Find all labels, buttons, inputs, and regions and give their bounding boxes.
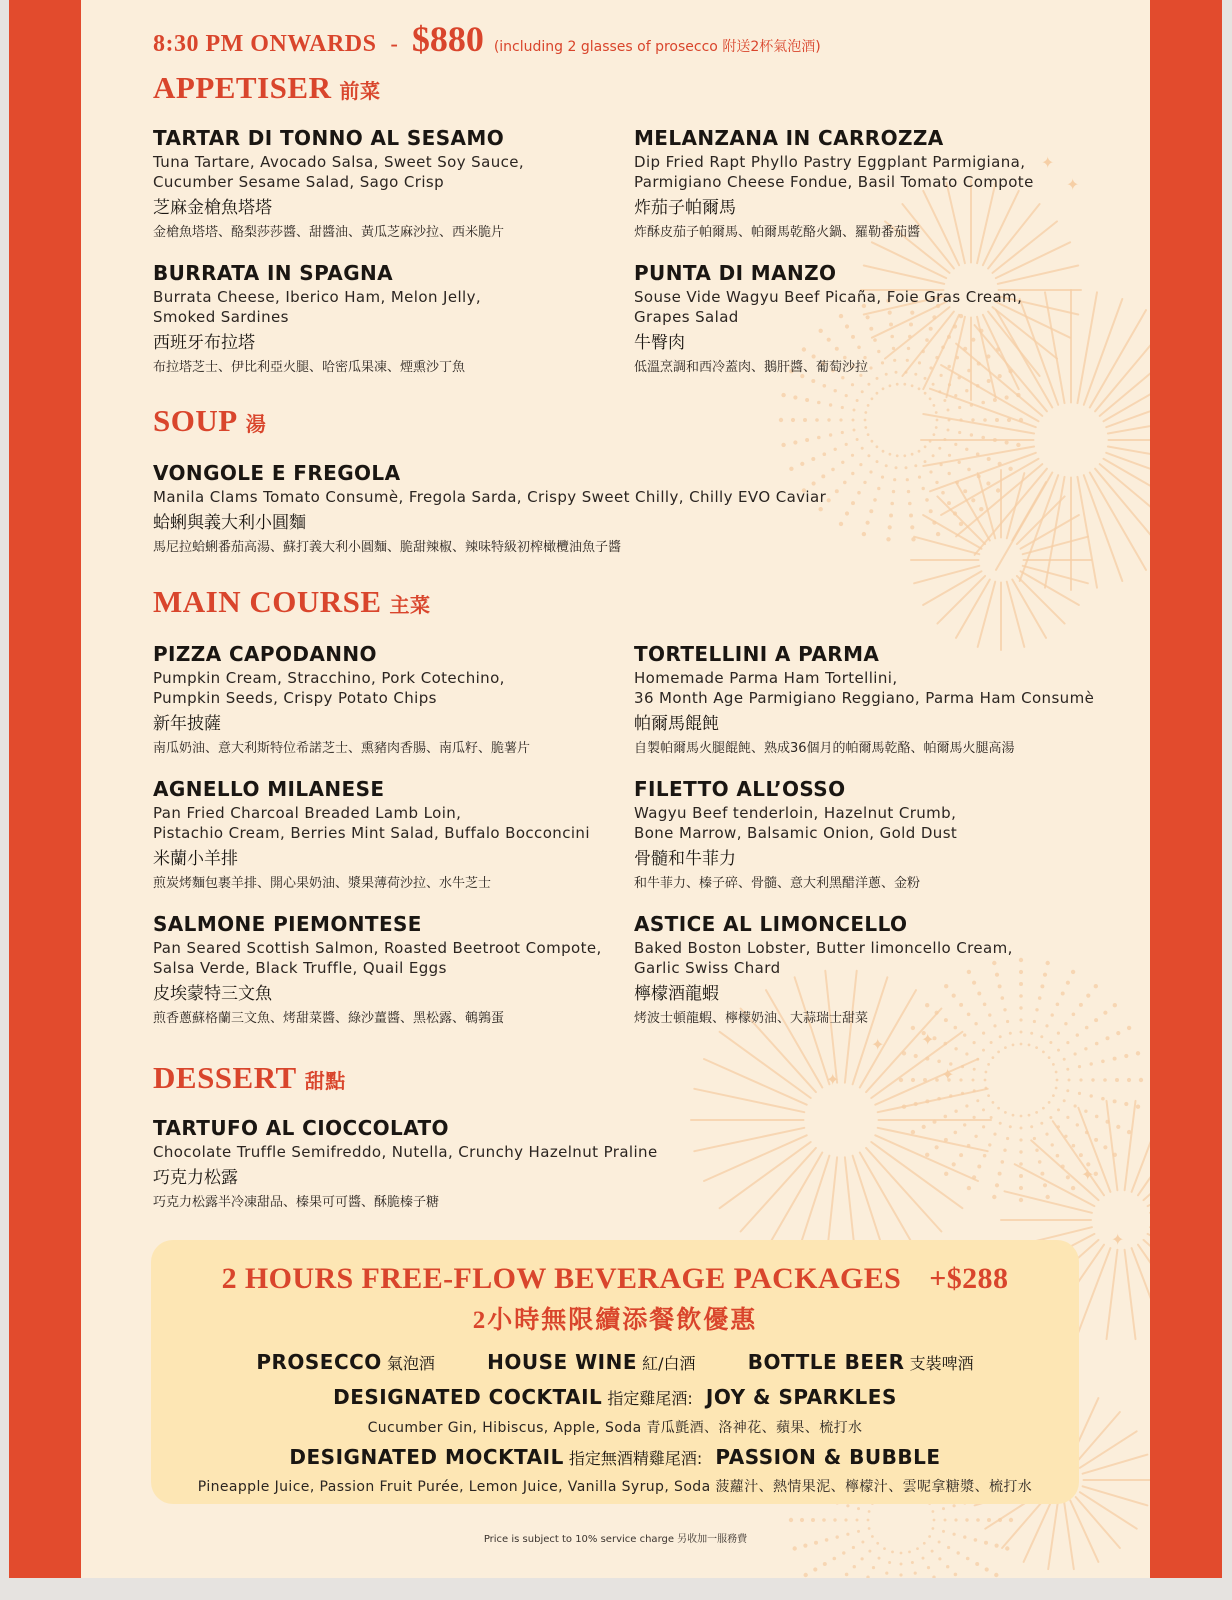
star-icon: ✦ xyxy=(1041,153,1055,172)
mocktail-row xyxy=(151,1445,1079,1469)
dish-description-zh: 炸酥皮茄子帕爾馬、帕爾馬乾酪火鍋、羅勒番茄醬 xyxy=(634,225,921,240)
section-title-soup xyxy=(153,403,266,439)
dish-description: Wagyu Beef tenderloin, Hazelnut Crumb, Bone Marrow, Balsamic Onion, Gold Dust xyxy=(634,804,958,842)
beverage-items-row xyxy=(151,1350,1079,1374)
beverage-item-name: HOUSE WINE xyxy=(487,1350,638,1374)
dish-description-zh: 馬尼拉蛤蜊番茄高湯、蘇打義大利小圓麵、脆甜辣椒、辣味特級初榨橄欖油魚子醬 xyxy=(153,540,622,555)
dish-name: MELANZANA IN CARROZZA xyxy=(634,126,944,150)
dish-burrata xyxy=(153,261,623,377)
section-title-text: SOUP xyxy=(153,403,238,438)
cocktail-label: DESIGNATED COCKTAIL xyxy=(333,1385,603,1409)
section-title-appetiser xyxy=(153,70,380,106)
section-title-text: APPETISER xyxy=(153,70,332,105)
dish-name: AGNELLO MILANESE xyxy=(153,777,385,801)
beverage-item-name: PROSECCO xyxy=(256,1350,382,1374)
dish-name-zh: 西班牙布拉塔 xyxy=(153,333,255,353)
section-title-main xyxy=(153,584,431,620)
dish-salmone xyxy=(153,912,623,1028)
star-icon: ✦ xyxy=(921,1030,935,1049)
dish-description-zh: 自製帕爾馬火腿餛飩、熟成36個月的帕爾馬乾酪、帕爾馬火腿高湯 xyxy=(634,741,1015,756)
section-title-zh: 甜點 xyxy=(304,1071,346,1093)
dish-description: Manila Clams Tomato Consumè, Fregola Sarda, Crispy Sweet Chilly, Chilly EVO Caviar xyxy=(153,488,827,506)
beverage-item-name: BOTTLE BEER xyxy=(747,1350,905,1374)
star-icon: ✦ xyxy=(826,1070,840,1089)
dish-description: Pan Seared Scottish Salmon, Roasted Beetroot Compote, Salsa Verde, Black Truffle, Quail Eggs xyxy=(153,939,602,977)
dish-name-zh: 米蘭小羊排 xyxy=(153,849,238,869)
dish-description: Baked Boston Lobster, Butter limoncello Cream, Garlic Swiss Chard xyxy=(634,939,1013,977)
dish-name-zh: 皮埃蒙特三文魚 xyxy=(153,984,272,1004)
dish-description: Chocolate Truffle Semifreddo, Nutella, Crunchy Hazelnut Praline xyxy=(153,1143,658,1161)
menu-page xyxy=(81,0,1150,1578)
dish-description-zh: 煎香蔥蘇格蘭三文魚、烤甜菜醬、綠沙薑醬、黑松露、鵪鶉蛋 xyxy=(153,1011,505,1026)
dish-name-zh: 蛤蜊與義大利小圓麵 xyxy=(153,513,306,533)
beverage-item-zh: 支裝啤酒 xyxy=(909,1354,974,1373)
dish-description: Souse Vide Wagyu Beef Picaña, Foie Gras Cream, Grapes Salad xyxy=(634,288,1023,326)
beverage-title-text: 2 HOURS FREE-FLOW BEVERAGE PACKAGES xyxy=(221,1262,902,1295)
cocktail-label-zh: 指定雞尾酒: xyxy=(607,1389,693,1408)
mocktail-label-zh: 指定無酒精雞尾酒: xyxy=(568,1449,703,1468)
cocktail-description: Cucumber Gin, Hibiscus, Apple, Soda 青瓜氈酒、洛神花、蘋果、梳打水 xyxy=(367,1420,863,1436)
beverage-price: +$288 xyxy=(929,1262,1009,1295)
dish-description: Dip Fried Rapt Phyllo Pastry Eggplant Parmigiana, Parmigiano Cheese Fondue, Basil Tomato Compote xyxy=(634,153,1034,191)
dish-name: SALMONE PIEMONTESE xyxy=(153,912,422,936)
mocktail-description: Pineapple Juice, Passion Fruit Purée, Lemon Juice, Vanilla Syrup, Soda 菠蘿汁、熱情果泥、檸檬汁、雲呢拿糖漿、梳打水 xyxy=(197,1479,1033,1495)
dish-name: BURRATA IN SPAGNA xyxy=(153,261,394,285)
price-header xyxy=(153,18,821,60)
dish-name: TARTUFO AL CIOCCOLATO xyxy=(153,1116,449,1140)
dish-name-zh: 帕爾馬餛飩 xyxy=(634,714,719,734)
dish-filetto xyxy=(634,777,1104,893)
cocktail-name: JOY & SPARKLES xyxy=(705,1385,897,1409)
price-note: (including 2 glasses of prosecco 附送2杯氣泡酒) xyxy=(493,39,821,55)
dish-description-zh: 低溫烹調和西冷蓋肉、鵝肝醬、葡萄沙拉 xyxy=(634,360,869,375)
dish-name: PUNTA DI MANZO xyxy=(634,261,837,285)
star-icon: ✦ xyxy=(941,1065,955,1084)
dish-agnello xyxy=(153,777,623,893)
dish-name-zh: 巧克力松露 xyxy=(153,1168,238,1188)
dish-name-zh: 芝麻金槍魚塔塔 xyxy=(153,198,272,218)
dish-name: VONGOLE E FREGOLA xyxy=(153,461,401,485)
dish-name: FILETTO ALL’OSSO xyxy=(634,777,846,801)
dish-name-zh: 牛臀肉 xyxy=(634,333,685,353)
dish-description: Homemade Parma Ham Tortellini, 36 Month Age Parmigiano Reggiano, Parma Ham Consumè xyxy=(634,669,1095,707)
dish-description: Tuna Tartare, Avocado Salsa, Sweet Soy Sauce, Cucumber Sesame Salad, Sago Crisp xyxy=(153,153,525,191)
dish-description-zh: 和牛菲力、榛子碎、骨髓、意大利黑醋洋蔥、金粉 xyxy=(634,876,921,891)
dish-punta xyxy=(634,261,1104,377)
beverage-item-zh: 氣泡酒 xyxy=(386,1354,435,1373)
dish-tartufo xyxy=(153,1116,853,1212)
header-dash: - xyxy=(390,31,398,56)
dish-description-zh: 南瓜奶油、意大利斯特位希諾芝士、熏豬肉香腸、南瓜籽、脆薯片 xyxy=(153,741,531,756)
beverage-item-zh: 紅/白酒 xyxy=(642,1354,696,1373)
star-icon: ✦ xyxy=(1081,1165,1095,1184)
right-red-border xyxy=(1150,0,1222,1578)
beverage-title xyxy=(151,1262,1079,1296)
dish-name-zh: 炸茄子帕爾馬 xyxy=(634,198,736,218)
dish-description: Pumpkin Cream, Stracchino, Pork Cotechino, Pumpkin Seeds, Crispy Potato Chips xyxy=(153,669,505,707)
section-title-text: MAIN COURSE xyxy=(153,584,382,619)
dish-vongole xyxy=(153,461,1053,557)
dish-description-zh: 煎炭烤麵包裹羊排、開心果奶油、漿果薄荷沙拉、水牛芝士 xyxy=(153,876,492,891)
dish-description-zh: 烤波士頓龍蝦、檸檬奶油、大蒜瑞士甜菜 xyxy=(634,1011,869,1026)
section-title-zh: 湯 xyxy=(245,414,267,436)
dish-description: Burrata Cheese, Iberico Ham, Melon Jelly, Smoked Sardines xyxy=(153,288,482,326)
dish-description-zh: 布拉塔芝士、伊比利亞火腿、哈密瓜果凍、煙熏沙丁魚 xyxy=(153,360,466,375)
dish-name-zh: 新年披薩 xyxy=(153,714,221,734)
left-red-border xyxy=(9,0,81,1578)
dish-astice xyxy=(634,912,1104,1028)
dish-name: TARTAR DI TONNO AL SESAMO xyxy=(153,126,505,150)
dish-name: TORTELLINI A PARMA xyxy=(634,642,880,666)
dish-name-zh: 檸檬酒龍蝦 xyxy=(634,984,719,1004)
dish-pizza xyxy=(153,642,623,758)
dish-melanzana xyxy=(634,126,1104,242)
dish-tartar xyxy=(153,126,623,242)
dish-tortellini xyxy=(634,642,1104,758)
mocktail-label: DESIGNATED MOCKTAIL xyxy=(289,1445,564,1469)
dish-name: PIZZA CAPODANNO xyxy=(153,642,377,666)
section-title-text: DESSERT xyxy=(153,1060,297,1095)
service-charge-note: Price is subject to 10% service charge 另收加一服務費 xyxy=(483,1534,748,1545)
dish-name-zh: 骨髓和牛菲力 xyxy=(634,849,736,869)
set-price: $880 xyxy=(411,19,484,59)
dish-description-zh: 巧克力松露半冷凍甜品、榛果可可醬、酥脆榛子糖 xyxy=(153,1195,440,1210)
star-icon: ✦ xyxy=(871,1035,885,1054)
star-icon: ✦ xyxy=(1111,1230,1125,1249)
star-icon: ✦ xyxy=(1066,175,1080,194)
section-title-zh: 前菜 xyxy=(339,81,381,103)
section-title-dessert xyxy=(153,1060,346,1096)
dish-description-zh: 金槍魚塔塔、酪梨莎莎醬、甜醬油、黃瓜芝麻沙拉、西米脆片 xyxy=(153,225,505,240)
dish-description: Pan Fried Charcoal Breaded Lamb Loin, Pistachio Cream, Berries Mint Salad, Buffalo Bocconcini xyxy=(153,804,590,842)
start-time: 8:30 PM ONWARDS xyxy=(153,31,377,57)
section-title-zh: 主菜 xyxy=(389,595,431,617)
dish-name: ASTICE AL LIMONCELLO xyxy=(634,912,908,936)
beverage-title-zh: 2小時無限續添餐飲優惠 xyxy=(472,1307,758,1334)
mocktail-name: PASSION & BUBBLE xyxy=(715,1445,941,1469)
cocktail-row xyxy=(151,1385,1079,1409)
beverage-package-box xyxy=(151,1240,1079,1504)
